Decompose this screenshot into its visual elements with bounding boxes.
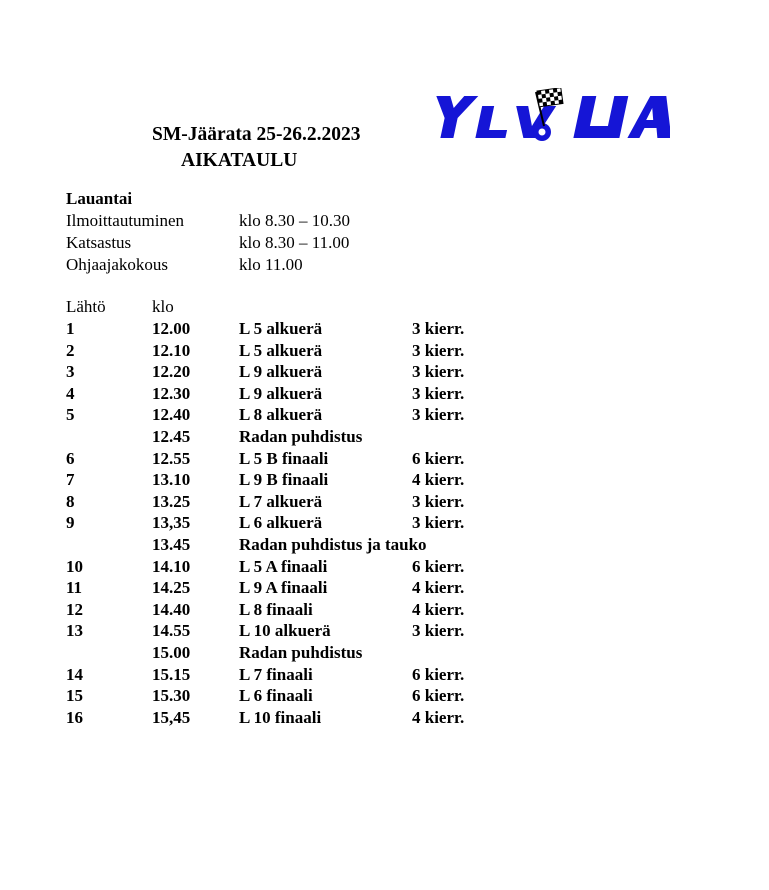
row-number: 4 xyxy=(66,383,75,403)
info-row xyxy=(66,255,466,277)
row-number: 15 xyxy=(66,686,83,706)
schedule-table xyxy=(66,319,566,729)
row-number: 14 xyxy=(66,664,83,684)
row-laps: 3 kierr. xyxy=(412,362,465,382)
row-time: 13.10 xyxy=(152,470,191,490)
row-number: 8 xyxy=(66,491,75,511)
row-number: 6 xyxy=(66,448,75,468)
table-row xyxy=(66,341,566,363)
table-row xyxy=(66,643,566,665)
table-row xyxy=(66,319,566,341)
info-list xyxy=(66,211,466,277)
row-laps: 6 kierr. xyxy=(412,556,465,576)
table-row xyxy=(66,513,566,535)
info-value: klo 11.00 xyxy=(239,255,303,274)
table-row xyxy=(66,449,566,471)
row-laps: 3 kierr. xyxy=(412,513,465,533)
row-class: L 7 finaali xyxy=(239,664,313,684)
row-number: 2 xyxy=(66,340,75,360)
row-laps: 3 kierr. xyxy=(412,621,465,641)
row-time: 14.10 xyxy=(152,556,191,576)
table-row xyxy=(66,557,566,579)
row-class: L 9 alkuerä xyxy=(239,383,323,403)
row-laps: 6 kierr. xyxy=(412,686,465,706)
row-class: L 5 B finaali xyxy=(239,448,329,468)
row-class: L 9 A finaali xyxy=(239,578,328,598)
row-number: 5 xyxy=(66,405,75,425)
row-laps: 3 kierr. xyxy=(412,319,465,338)
row-laps: 3 kierr. xyxy=(412,405,465,425)
row-time: 12.30 xyxy=(152,383,191,403)
info-label: Ohjaajakokous xyxy=(66,255,168,274)
row-class: L 8 finaali xyxy=(239,599,313,619)
table-row xyxy=(66,708,566,730)
page-title: SM-Jäärata 25-26.2.2023 xyxy=(152,124,361,145)
info-value: klo 8.30 – 10.30 xyxy=(239,211,350,230)
row-laps: 4 kierr. xyxy=(412,599,465,619)
row-time: 12.45 xyxy=(152,426,191,446)
table-row xyxy=(66,384,566,406)
table-row xyxy=(66,362,566,384)
row-laps: 4 kierr. xyxy=(412,707,465,727)
table-row xyxy=(66,578,566,600)
table-row xyxy=(66,427,566,449)
row-laps: 3 kierr. xyxy=(412,491,465,511)
table-row xyxy=(66,470,566,492)
row-time: 15.00 xyxy=(152,642,191,662)
row-time: 15.15 xyxy=(152,664,191,684)
row-laps: 4 kierr. xyxy=(412,470,465,490)
row-class: L 10 alkuerä xyxy=(239,621,331,641)
row-time: 14.40 xyxy=(152,599,191,619)
row-time: 12.10 xyxy=(152,340,191,360)
row-number: 1 xyxy=(66,319,75,338)
row-number: 13 xyxy=(66,621,83,641)
day-heading: Lauantai xyxy=(66,189,133,208)
row-class: L 10 finaali xyxy=(239,707,322,727)
table-row xyxy=(66,405,566,427)
schedule-header xyxy=(66,297,566,319)
page-subtitle: AIKATAULU xyxy=(181,150,298,171)
table-row xyxy=(66,600,566,622)
row-number: 10 xyxy=(66,556,83,576)
row-laps: 3 kierr. xyxy=(412,340,465,360)
table-row xyxy=(66,686,566,708)
info-label: Ilmoittautuminen xyxy=(66,211,185,230)
info-value: klo 8.30 – 11.00 xyxy=(239,233,350,252)
row-class: L 9 alkuerä xyxy=(239,362,323,382)
header-time: klo xyxy=(152,297,174,316)
row-laps: 6 kierr. xyxy=(412,664,465,684)
row-laps: 6 kierr. xyxy=(412,448,465,468)
row-class: L 8 alkuerä xyxy=(239,405,323,425)
row-time: 13.45 xyxy=(152,534,191,554)
row-time: 12.20 xyxy=(152,362,191,382)
row-number: 7 xyxy=(66,470,75,490)
row-time: 13.25 xyxy=(152,491,191,511)
row-class: L 9 B finaali xyxy=(239,470,329,490)
info-label: Katsastus xyxy=(66,233,132,252)
row-class: L 5 A finaali xyxy=(239,556,328,576)
row-class: L 7 alkuerä xyxy=(239,491,323,511)
row-time: 15.30 xyxy=(152,686,191,706)
row-number: 12 xyxy=(66,599,83,619)
row-class: L 6 alkuerä xyxy=(239,513,323,533)
row-time: 13,35 xyxy=(152,513,191,533)
row-class: L 5 alkuerä xyxy=(239,319,323,338)
row-number: 9 xyxy=(66,513,75,533)
row-time: 14.25 xyxy=(152,578,191,598)
row-number: 11 xyxy=(66,578,83,598)
row-laps: 3 kierr. xyxy=(412,383,465,403)
row-class: L 5 alkuerä xyxy=(239,340,323,360)
row-time: 14.55 xyxy=(152,621,191,641)
row-class: Radan puhdistus xyxy=(239,642,363,662)
row-number: 3 xyxy=(66,362,75,382)
table-row xyxy=(66,492,566,514)
table-row xyxy=(66,665,566,687)
info-row xyxy=(66,211,466,233)
row-number: 16 xyxy=(66,707,83,727)
row-time: 12.55 xyxy=(152,448,191,468)
row-class: Radan puhdistus ja tauko xyxy=(239,534,427,554)
header-start: Lähtö xyxy=(66,297,106,316)
row-laps: 4 kierr. xyxy=(412,578,465,598)
row-class: L 6 finaali xyxy=(239,686,313,706)
info-row xyxy=(66,233,466,255)
row-class: Radan puhdistus xyxy=(239,426,363,446)
row-time: 12.00 xyxy=(152,319,191,338)
table-row xyxy=(66,621,566,643)
row-time: 12.40 xyxy=(152,405,191,425)
row-time: 15,45 xyxy=(152,707,191,727)
ylvua-logo xyxy=(424,88,670,146)
table-row xyxy=(66,535,566,557)
